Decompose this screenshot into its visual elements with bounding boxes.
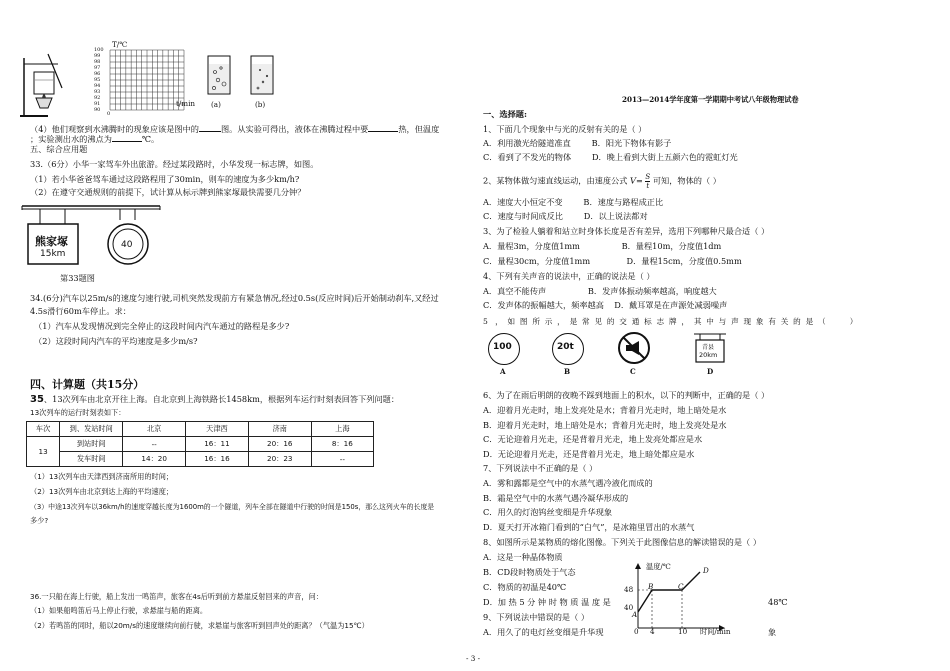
grid-y-tick: 91	[94, 101, 101, 107]
question-2	[483, 173, 721, 190]
question-5: 5 ， 如 图 所 示 ， 是 常 见 的 交 通 标 志 牌 ， 其 中 与 声 现 象 有 关 的 是 （ ）	[483, 317, 858, 326]
blank-2[interactable]	[368, 123, 398, 132]
question-2-options-ab: A．速度大小恒定不变 B．速度与路程成正比	[483, 197, 664, 207]
sign-b-option: B	[564, 367, 571, 376]
melting-graph	[628, 562, 726, 636]
grid-x-tick: 0	[107, 111, 111, 117]
graph-x-tick-4: 4	[650, 627, 655, 636]
sign-c-option: C	[630, 367, 636, 376]
section-5-heading: 五、综合应用题	[30, 144, 88, 154]
beaker-b-figure	[248, 52, 276, 98]
sign-b-label: 20t	[557, 342, 574, 352]
question-2-options-cd: C．速度与时间成反比 D．以上说法都对	[483, 211, 648, 221]
table-header-cell: 车次	[27, 422, 60, 437]
table-row	[27, 437, 374, 452]
question-4-options-cd: C．发声体的振幅越大，频率越高 D．戴耳罩是在声源处减弱噪声	[483, 300, 728, 310]
figure-33-caption: 第33题图	[60, 273, 95, 283]
question-35-text: 、13次列车由北京开往上海。自北京到上海铁路长1458km，根据列车运行时刻表回答下列问题：	[43, 394, 400, 404]
grid-y-tick: 95	[94, 77, 101, 83]
question-6-option-d: D．无论迎着月光走，还是背着月光走，地上暗处都应是水	[483, 449, 695, 459]
question-34-part2: （2）这段时间内汽车的平均速度是多少m/s?	[34, 336, 198, 346]
table-header-cell: 济南	[248, 422, 311, 437]
grid-y-tick: 93	[94, 89, 101, 95]
question-4: 4、下列有关声音的说法中，正确的说法是（ ）	[483, 271, 655, 281]
grid-y-tick: 97	[94, 65, 101, 71]
table-header-cell: 上海	[311, 422, 373, 437]
question-6-option-c: C．无论迎着月光走，还是背着月光走，地上发亮处都应是水	[483, 434, 703, 444]
question-6-option-a: A．迎着月光走时，地上发亮处是水；背着月光走时，地上暗处是水	[483, 405, 727, 415]
formula-eq: =	[635, 175, 643, 186]
sign-distance: 15km	[40, 249, 66, 259]
page-number: - 3 -	[466, 654, 480, 663]
sign-d-label-bottom: 20km	[699, 351, 718, 359]
question-34-line1: 34.(6分)汽车以25m/s的速度匀速行驶,司机突然发现前方有紧急情况,经过0.5s(反应时间)后开始制动刹车,又经过	[30, 293, 439, 303]
graph-x-tick-0: 0	[634, 627, 639, 636]
table-header-cell: 北京	[123, 422, 186, 437]
question-3-options-ab: A．量程3m，分度值1mm B．量程10m，分度值1dm	[483, 241, 722, 251]
table-row	[27, 452, 374, 467]
question-1-options-cd: C．看到了不发光的物体 D．晚上看到大街上五颜六色的霓虹灯光	[483, 152, 738, 162]
question-boil-text-c: 热，但温度	[398, 124, 440, 134]
graph-x-tick-10: 10	[678, 627, 688, 636]
table-header-cell: 到、发站时间	[60, 422, 123, 437]
blank-1[interactable]	[199, 123, 221, 132]
question-7: 7、下列说法中不正确的是（ ）	[483, 463, 598, 473]
question-33-part1: （1）若小华爸爸驾车通过这段路程用了30min，则车的速度为多少km/h?	[30, 174, 300, 184]
train-timetable	[26, 421, 374, 467]
formula-fraction	[645, 173, 650, 190]
question-1-options-ab: A．利用激光给隧道准直 B．阳光下物体有影子	[483, 138, 672, 148]
exam-title: 2013—2014学年度第一学期期中考试八年级物理试卷	[622, 95, 799, 104]
sign-d-option: D	[707, 367, 714, 376]
table-cell: 13	[27, 437, 60, 467]
graph-point-d: D	[703, 566, 709, 575]
question-boil-text-a: （4）他们观察到水沸腾时的现象应该是图中的	[30, 124, 199, 134]
table-cell: 16：16	[186, 452, 249, 467]
question-4-options-ab: A．真空不能传声 B．发声体振动频率越高，响度越大	[483, 286, 717, 296]
table-cell: 14：20	[123, 452, 186, 467]
graph-point-c: C	[678, 582, 684, 591]
question-9-option-a-tail: 象	[768, 627, 777, 637]
question-8-option-d: D．加 热 5 分 钟 时 物 质 温 度 是	[483, 597, 611, 607]
question-35	[30, 394, 399, 405]
sign-a-option: A	[500, 367, 506, 376]
table-cell: 20：23	[248, 452, 311, 467]
question-33: 33.（6分）小华一家驾车外出旅游。经过某段路时，小华发现一标志牌，如图。	[30, 159, 319, 169]
table-cell: 到站时间	[60, 437, 123, 452]
section-4-heading: 四、计算题（共15分）	[30, 378, 145, 391]
sign-speed-limit: 40	[121, 240, 133, 250]
question-7-option-a: A．雾和露都是空气中的水蒸气遇冷液化而成的	[483, 478, 653, 488]
boiling-apparatus-figure	[18, 50, 74, 120]
question-6: 6、为了在雨后明朗的夜晚不踩到地面上的积水，以下的判断中，正确的是（ ）	[483, 390, 770, 400]
grid-y-tick: 96	[94, 71, 101, 77]
table-cell: --	[123, 437, 186, 452]
beaker-a-figure	[205, 52, 233, 98]
grid-y-tick: 99	[94, 53, 101, 59]
question-7-option-d: D．夏天打开冰箱门看到的“白气”，是冰箱里冒出的水蒸气	[483, 522, 695, 532]
grid-x-axis-label: t/min	[176, 99, 196, 108]
beaker-a-label: (a)	[211, 100, 221, 109]
graph-y-tick-48: 48	[624, 585, 634, 594]
sign-a-label: 100	[493, 342, 512, 352]
table-cell: --	[311, 452, 373, 467]
question-9-option-a: A．用久了的电灯丝变细是升华现	[483, 627, 604, 637]
timetable-title: 13次列车的运行时刻表如下：	[30, 408, 126, 417]
question-3: 3、为了检验人躺着和站立时身体长度是否有差异，选用下列哪种尺最合适（ ）	[483, 226, 770, 236]
question-9: 9、下列说法中错误的是（ ）	[483, 612, 590, 622]
grid-y-tick: 94	[94, 83, 101, 89]
graph-y-label: 温度/℃	[646, 562, 671, 571]
formula-v: V	[630, 175, 636, 186]
graph-point-b: B	[648, 582, 654, 591]
question-6-option-b: B．迎着月光走时，地上暗处是水；背着月光走时，地上发亮处是水	[483, 420, 727, 430]
question-34-part1: （1）汽车从发现情况到完全停止的这段时间内汽车通过的路程是多少?	[34, 321, 290, 331]
question-8: 8、如图所示是某物质的熔化图像。下列关于此图像信息的解读错误的是（ ）	[483, 537, 762, 547]
formula-s: S	[645, 173, 651, 181]
table-cell: 8：16	[311, 437, 373, 452]
blank-3[interactable]	[112, 133, 142, 142]
question-36-part2: （2）若鸣笛的同时，船以20m/s的速度继续向前行驶，求悬崖与旅客听到回声处的距离？（气温为15℃）	[30, 621, 369, 630]
question-3-options-cd: C．量程30cm，分度值1mm D．量程15cm，分度值0.5mm	[483, 256, 742, 266]
table-cell: 发车时间	[60, 452, 123, 467]
question-35-number: 35	[30, 394, 44, 405]
question-35-part3-cont: 多少?	[30, 516, 49, 525]
question-7-option-c: C．用久的灯泡钨丝变细是升华现象	[483, 507, 613, 517]
question-36-part1: （1）如果船鸣笛后马上停止行驶，求悬崖与船的距离。	[30, 606, 208, 615]
graph-point-a: A	[632, 610, 638, 619]
question-34-line2: 4.5s滑行60m车停止。求：	[30, 306, 131, 316]
question-35-part1: （1）13次列车由天津西到济南所用的时间；	[30, 472, 174, 481]
question-boil-text-e: ℃。	[141, 134, 160, 144]
question-2-text-a: 2、某物体做匀速直线运动，由速度公式	[483, 175, 628, 186]
grid-y-tick: 100	[94, 47, 104, 53]
question-2-text-b: 可知，物体的（ ）	[652, 175, 721, 186]
table-row	[27, 422, 374, 437]
grid-y-tick: 90	[94, 107, 101, 113]
question-8-option-c: C．物质的初温是40℃	[483, 582, 567, 592]
question-boil-text-d: ；实验测出水的沸点为	[30, 134, 112, 144]
question-1: 1、下面几个现象中与光的反射有关的是（ ）	[483, 124, 647, 134]
question-8-option-a: A．这是一种晶体物质	[483, 552, 563, 562]
graph-y-tick-40: 40	[624, 603, 634, 612]
question-36: 36.一只船在海上行驶，船上发出一鸣笛声，旅客在4s后听到前方悬崖反射回来的声音，问：	[30, 592, 323, 601]
grid-y-tick: 92	[94, 95, 101, 101]
table-cell: 16：11	[186, 437, 249, 452]
formula-t: t	[646, 182, 650, 190]
question-7-option-b: B．霜是空气中的水蒸气遇冷凝华形成的	[483, 493, 629, 503]
question-boil-text-b: 图。从实验可得出，液体在沸腾过程中要	[220, 124, 369, 134]
sign-d-label-top: 青县	[702, 344, 715, 351]
grid-y-tick: 98	[94, 59, 101, 65]
question-35-part2: （2）13次列车由北京到达上海的平均速度；	[30, 487, 174, 496]
beaker-b-label: (b)	[255, 100, 266, 109]
table-cell: 20：16	[248, 437, 311, 452]
grid-y-axis-label: T/℃	[112, 40, 128, 49]
question-8-option-d-value: 48℃	[768, 597, 788, 607]
graph-x-label: 时间/min	[700, 627, 731, 636]
question-33-part2: （2）在遵守交通规则的前提下，试计算从标示牌到熊家塚最快需要几分钟？	[30, 187, 306, 197]
question-8-option-b: B．CD段时物质处于气态	[483, 567, 576, 577]
sign-c-no-horn-icon	[617, 331, 651, 365]
question-35-part3: （3）中途13次列车以36km/h的速度穿越长度为1600m的一个隧道，列车全部在隧道中行驶的时间是150s，那么这列火车的长度是	[30, 503, 435, 511]
section-1-heading: 一、选择题:	[483, 109, 527, 119]
table-header-cell: 天津西	[186, 422, 249, 437]
sign-place-name: 熊家塚	[35, 235, 68, 248]
